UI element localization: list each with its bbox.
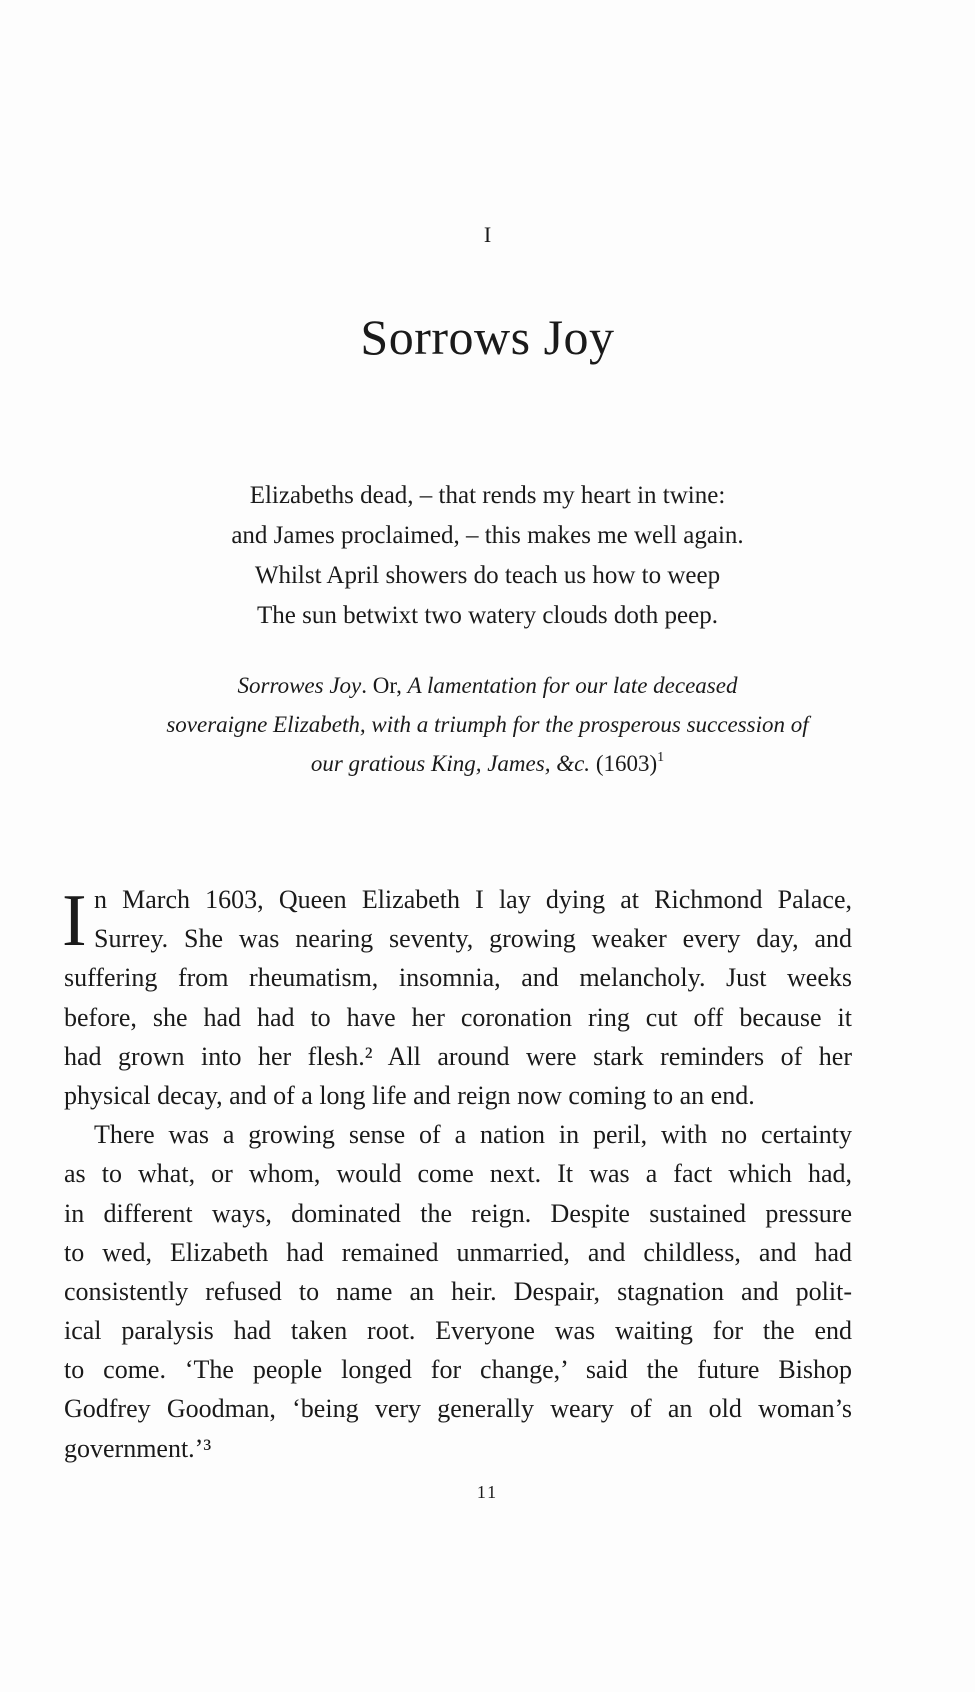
body-text bbox=[64, 880, 852, 1468]
body-line: to come. ‘The people longed for change,’ said the future Bishop bbox=[64, 1355, 852, 1385]
body-line: as to what, or whom, would come next. It was a fact which had, bbox=[64, 1159, 852, 1189]
epigraph-line: Whilst April showers do teach us how to weep bbox=[254, 562, 721, 589]
epigraph-line: The sun betwixt two watery clouds doth peep. bbox=[256, 602, 718, 629]
citation-title: Sorrowes Joy bbox=[237, 673, 362, 698]
epigraph-line: and James proclaimed, – this makes me well again. bbox=[231, 522, 744, 549]
citation-line bbox=[0, 744, 975, 783]
body-line: There was a growing sense of a nation in peril, with no certainty bbox=[94, 1120, 852, 1150]
body-line: in different ways, dominated the reign. Despite sustained pressure bbox=[64, 1198, 852, 1228]
epigraph-citation bbox=[0, 666, 975, 783]
body-line: Surrey. She was nearing seventy, growing weaker every day, and bbox=[94, 924, 852, 954]
page-number: 11 bbox=[476, 1482, 499, 1502]
footnote-marker[interactable]: 1 bbox=[657, 750, 665, 765]
citation-line: soveraigne Elizabeth, with a triumph for the prosperous succession of bbox=[166, 712, 809, 737]
citation-subtitle: A lamentation for our late deceased bbox=[407, 673, 738, 698]
chapter-title: Sorrows Joy bbox=[360, 309, 615, 365]
body-line: consistently refused to name an heir. Despair, stagnation and polit- bbox=[64, 1276, 852, 1306]
body-line: ical paralysis had taken root. Everyone was waiting for the end bbox=[64, 1316, 852, 1346]
body-line: to wed, Elizabeth had remained unmarried, and childless, and had bbox=[64, 1237, 852, 1267]
citation-date: (1603) bbox=[590, 751, 658, 776]
epigraph-line: Elizabeths dead, – that rends my heart in twine: bbox=[249, 482, 726, 509]
citation-subtitle: our gratious King, James, &c. bbox=[310, 751, 591, 776]
body-line: had grown into her flesh.² All around were stark reminders of her bbox=[64, 1041, 852, 1071]
chapter-number: I bbox=[483, 222, 492, 247]
body-line: physical decay, and of a long life and reign now coming to an end. bbox=[64, 1080, 755, 1110]
drop-cap: I bbox=[62, 880, 87, 962]
body-line: government.’³ bbox=[64, 1433, 212, 1463]
citation-line bbox=[0, 666, 975, 705]
body-line: Godfrey Goodman, ‘being very generally weary of an old woman’s bbox=[64, 1394, 852, 1424]
body-line: suffering from rheumatism, insomnia, and melancholy. Just weeks bbox=[64, 963, 852, 993]
body-line: before, she had had to have her coronation ring cut off because it bbox=[64, 1002, 852, 1032]
citation-text: . Or, bbox=[361, 673, 408, 698]
epigraph bbox=[0, 476, 975, 636]
body-line: n March 1603, Queen Elizabeth I lay dying at Richmond Palace, bbox=[94, 885, 852, 914]
